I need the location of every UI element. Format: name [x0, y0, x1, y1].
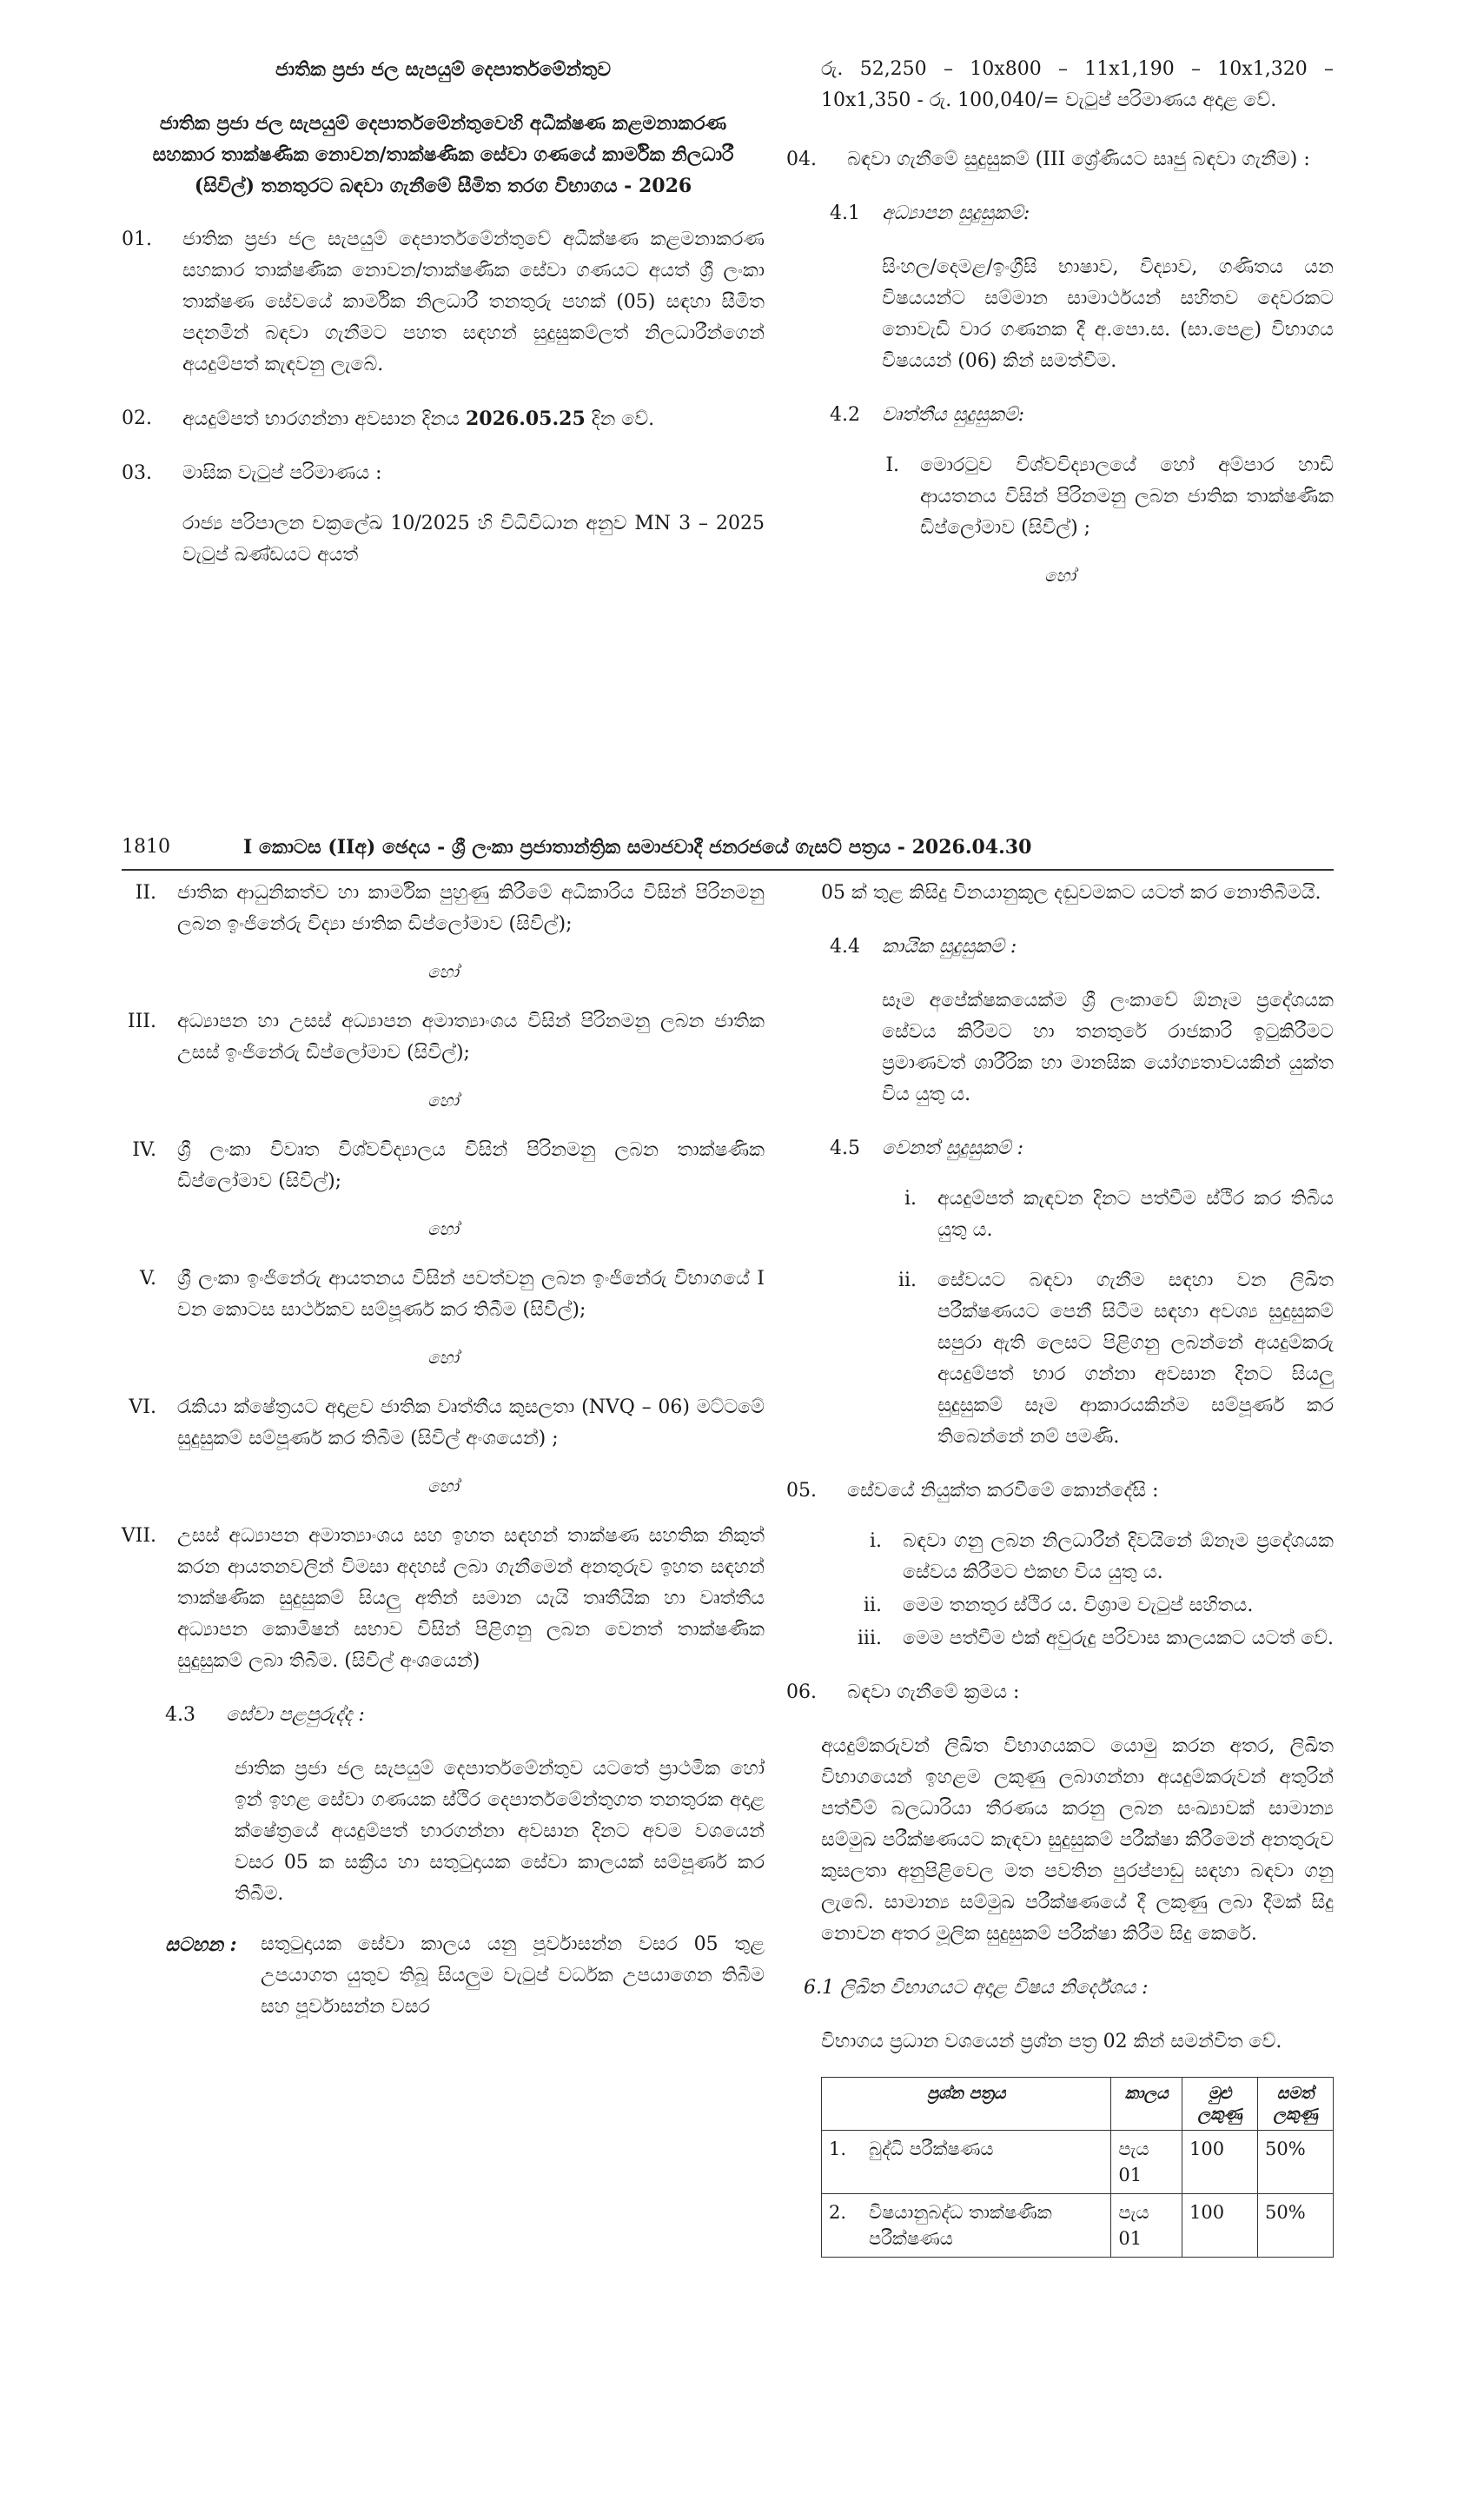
section-4-4: [830, 932, 1334, 963]
section-text: [182, 403, 765, 435]
notice-subtitle: ජාතික ප්‍රජා ජල සැපයුම් දෙපාර්තමේන්තුවෙහි අධීක්ෂණ කළමනාකරණ සහකාර තාක්ෂණික නොවන/තාක්ෂණික සේවා ගණයේ කාර්මික නිලධාරී (සිවිල්) තනතුරට බඳවා ගැනීමේ සීමිත තරග විභාගය - 2026: [152, 112, 734, 197]
or-separator: හෝ: [427, 1347, 459, 1368]
conditions-list: [830, 1526, 1334, 1655]
section-label: බඳවා ගැනීමේ සුදුසුකම් (III ශ්‍රේණියට සෘජු බඳවා ගැනීම) :: [847, 149, 1310, 170]
section-4-1: [830, 198, 1334, 229]
item-number: i.: [904, 1188, 917, 1210]
section-label: සේවයේ නියුක්ත කරවීමේ කොන්දේසි :: [847, 1480, 1159, 1502]
qualification-item: [104, 1521, 765, 1677]
section-number: 05.: [786, 1480, 817, 1502]
department-title: ජාතික ප්‍රජා ජල සැපයුම් දෙපාර්තමේන්තුව: [275, 58, 612, 81]
note: [165, 1929, 765, 2023]
salary-text: රාජ්‍ය පරිපාලන චක්‍රලේඛ 10/2025 හි විධිවිධාන අනුව MN 3 – 2025 වැටුප් ඛණ්ඩයට අයත්: [182, 513, 765, 566]
other-qualification-item: [864, 1184, 1334, 1246]
section-number: 06.: [786, 1681, 817, 1703]
paper-duration: පැය 01: [1111, 2194, 1182, 2258]
paper-duration: පැය 01: [1111, 2131, 1182, 2194]
section-label: වෘත්තීය සුදුසුකම්:: [882, 404, 1025, 426]
section-4-3: [165, 1700, 765, 1731]
section-number: 02.: [122, 408, 152, 429]
section-06: [786, 1677, 1334, 1708]
paper-name: බුද්ධි පරීක්ෂණය: [862, 2131, 1111, 2194]
section-label: අධ්‍යාපන සුදුසුකම්:: [882, 202, 1030, 224]
header-paper: ප්‍රශ්න පත්‍රය: [822, 2078, 1111, 2131]
qualification-text: රැකියා ක්ෂේත්‍රයට අදාළව ජාතික වෘත්තීය කුසලතා (NVQ – 06) මට්ටමේ සුදුසුකම් සම්පූර්ණ කර තිබීම (සිවිල් අංශයෙන්) ;: [177, 1396, 765, 1449]
qualification-text: අධ්‍යාපන හා උසස් අධ්‍යාපන අමාත්‍යාංශය විසින් පිරිනමනු ලබන ජාතික උසස් ඉංජිනේරු ඩිප්ලෝමාව (සිවිල්);: [177, 1011, 765, 1064]
experience-text: ජාතික ප්‍රජා ජල සැපයුම් දෙපාර්තමේන්තුව යටතේ ප්‍රාථමික හෝ ඉන් ඉහළ සේවා ගණයක ස්ථිර දෙපාර්තමේන්තුගත තනතුරක අදාළ ක්ෂේත්‍රයේ අයදුම්පත් භාරගන්නා අවසාන දිනට අවම වශයෙන් වසර 05 ක සක්‍රීය හා සතුටුදායක සේවා කාලයක් සම්පූර්ණ කර තිබීම.: [235, 1758, 765, 1905]
section-number: 4.1: [830, 202, 860, 224]
qualification-item: [104, 878, 765, 940]
qualification-item: [847, 450, 1334, 544]
bottom-right-column: [786, 878, 1334, 2258]
item-text: මෙම පත්වීම එක් අවුරුදු පරිවාස කාලයකට යටත් වේ.: [903, 1628, 1334, 1649]
section-04: [786, 144, 1334, 176]
item-number: i.: [869, 1530, 882, 1552]
condition-item: [830, 1590, 1334, 1621]
qualification-number: V.: [139, 1268, 156, 1290]
or-separator: හෝ: [427, 961, 459, 982]
section-text: [182, 458, 765, 571]
qualification-list: [122, 878, 765, 1677]
item-number: iii.: [857, 1628, 882, 1649]
section-05: [786, 1476, 1334, 1507]
or-separator: හෝ: [427, 1090, 459, 1111]
section-label: සේවා පළපුරුද්ද :: [226, 1704, 365, 1726]
qualification-text: උසස් අධ්‍යාපන අමාත්‍යාංශය සහ ඉහත සඳහන් තාක්ෂණ සහතික නිකුත් කරන ආයතනවලින් විමසා අදහස් ලබා ගැනීමෙන් අනතුරුව ඉහත සඳහන් තාක්ෂණික සුදුසුකම් සියලු අතින් සමාන යැයි තෘතීයික හා වෘත්තීය අධ්‍යාපන කොමිෂන් සභාව විසින් පිළිගනු ලබන වෙනත් තාක්ෂණික සුදුසුකම් ලබා තිබීම. (සිවිල් අංශයෙන්): [177, 1525, 765, 1672]
paper-total-marks: 100: [1182, 2131, 1258, 2194]
section-4-2: [830, 400, 1334, 431]
qualification-number: IV.: [132, 1139, 156, 1161]
bottom-left-column: [122, 878, 765, 2023]
paper-pass-marks: 50%: [1258, 2194, 1334, 2258]
qualification-number: III.: [127, 1011, 156, 1032]
section-number: 4.5: [830, 1137, 860, 1159]
gazette-header-text: I කොටස (IIඅ) ඡෙදය - ශ්‍රී ලංකා ප්‍රජාතාන්ත්‍රික සමාජවාදී ජනරජයේ ගැසට් පත්‍රය - 2026.04.30: [243, 836, 1032, 859]
qualification-number: I.: [885, 454, 899, 476]
education-text: සිංහල/දෙමළ/ඉංග්‍රීසි භාෂාව, විද්‍යාව, ගණිතය යන විෂයයන්ට සම්මාන සාමාර්ථයන් සහිතව දෙවරකට නොවැඩි වාර ගණනක දී අ.පො.ස. (සා.පෙළ) විභාගය විෂයයන් (06) කින් සමත්වීම.: [882, 256, 1334, 372]
note-continuation: 05 ක් තුළ කිසිදු විනයානුකූල දඬුවමකට යටත් කර නොතිබීමයි.: [821, 882, 1321, 904]
header-pass-marks: සමත් ලකුණු: [1258, 2078, 1334, 2131]
other-qualifications-list: [864, 1184, 1334, 1453]
item-text: සේවයට බඳවා ගැනීම සඳහා වන ලිඛිත පරීක්ෂණයට පෙනී සිටීම සඳහා අවශ්‍ය සුදුසුකම් සපුරා ඇති ලෙසට පිළිගනු ලබන්නේ අයදුම්කරු අයදුම්පත් භාර ගන්නා අවසාන දිනට සියලු සුදුසුකම් සෑම ආකාරයකින්ම සම්පූර්ණ කර තිබෙන්නේ නම් පමණි.: [937, 1270, 1334, 1448]
section-number: 03.: [122, 462, 152, 484]
or-separator: හෝ: [1044, 565, 1076, 586]
section-03: [122, 458, 765, 571]
section-label: කායික සුදුසුකම් :: [882, 936, 1017, 958]
section-4-5: [830, 1133, 1334, 1164]
qualification-item: [104, 1006, 765, 1069]
paper-name: විෂයානුබද්ධ තාක්ෂණික පරීක්ෂණය: [862, 2194, 1111, 2258]
qualification-item: [104, 1392, 765, 1455]
qualification-item: [104, 1263, 765, 1326]
exam-table-row: [822, 2131, 1334, 2194]
section-number: 04.: [786, 149, 817, 170]
qualification-text: ශ්‍රී ලංකා විවෘත විශ්වවිද්‍යාලය විසින් පිරිනමනු ලබන තාක්ෂණික ඩිප්ලෝමාව (සිවිල්);: [177, 1139, 765, 1192]
paper-number: 2.: [822, 2194, 863, 2258]
section-label: බඳවා ගැනීමේ ක්‍රමය :: [847, 1681, 1020, 1703]
note-label: සටහන :: [165, 1933, 237, 1956]
paper-total-marks: 100: [1182, 2194, 1258, 2258]
qualification-text: ශ්‍රී ලංකා ඉංජිනේරු ආයතනය විසින් පවත්වනු ලබන ඉංජිනේරු විභාගයේ I වන කොටස සාර්ථකව සම්පූර්ණ කර තිබීම (සිවිල්);: [177, 1268, 765, 1321]
item-text: මෙම තනතුර ස්ථිර ය. විශ්‍රාම වැටුප් සහිතය.: [903, 1595, 1254, 1616]
exam-table-header-row: [822, 2078, 1334, 2131]
item-text: බඳවා ගනු ලබන නිලධාරීන් දිවයිනේ ඕනෑම ප්‍රදේශයක සේවය කිරීමට එකඟ විය යුතු ය.: [903, 1530, 1334, 1583]
condition-item: [830, 1623, 1334, 1655]
paper-number: 1.: [822, 2131, 863, 2194]
exam-table-row: [822, 2194, 1334, 2258]
paper-pass-marks: 50%: [1258, 2131, 1334, 2194]
closing-date: 2026.05.25: [465, 408, 586, 430]
qualification-number: VI.: [129, 1396, 156, 1418]
section-number: 4.3: [165, 1704, 195, 1726]
page-header: [122, 832, 1334, 862]
item-number: ii.: [897, 1270, 917, 1291]
item-number: ii.: [863, 1595, 882, 1616]
or-separator: හෝ: [427, 1218, 459, 1239]
section-number: 4.2: [830, 404, 860, 426]
section-label: මාසික වැටුප් පරිමාණය :: [182, 462, 382, 484]
page-number: 1810: [122, 836, 170, 858]
section-6-1-label: 6.1 ලිඛිත විභාගයට අදාළ විෂය නිර්දේශය :: [804, 1977, 1149, 1999]
section-02: [122, 403, 765, 435]
top-right-column: [786, 54, 1334, 591]
qualification-item: [104, 1135, 765, 1197]
or-separator: හෝ: [427, 1476, 459, 1496]
condition-item: [830, 1526, 1334, 1588]
item-text: අයදුම්පත් කැඳවන දිනට පත්වීම ස්ථිර කර තිබිය යුතු ය.: [937, 1188, 1334, 1241]
header-duration: කාලය: [1111, 2078, 1182, 2131]
header-divider: [122, 869, 1334, 871]
section-text: ජාතික ප්‍රජා ජල සැපයුම් දෙපාර්තමේන්තුවේ අධීක්ෂණ කළමනාකරණ සහකාර තාක්ෂණික නොවන/තාක්ෂණික සේවා ගණයට අයත් ශ්‍රී ලංකා තාක්ෂණ සේවයේ කාර්මික නිලධාරී තනතුරු පහක් (05) සඳහා සීමිත පදනමින් බඳවා ගැනීමට පහත සඳහන් සුදුසුකම්ලත් නිලධාරීන්ගෙන් අයදුම්පත් කැඳවනු ලැබේ.: [182, 229, 765, 375]
qualification-text: ජාතික ආධුනිකත්ව හා කාර්මික පුහුණු කිරීමේ අධිකාරිය විසින් පිරිනමනු ලබන ඉංජිනේරු විද්‍යා ජාතික ඩිප්ලෝමාව (සිවිල්);: [177, 882, 765, 935]
physical-text: සෑම අපේක්ෂකයෙක්ම ශ්‍රී ලංකාවේ ඕනෑම ප්‍රදේශයක සේවය කිරීමට හා තනතුරේ රාජකාරි ඉටුකිරීමට ප්‍රමාණවත් ශාරීරික හා මානසික යෝග්‍යතාවයකින් යුක්ත විය යුතු ය.: [882, 990, 1334, 1105]
qualification-text: මොරටුව විශ්වවිද්‍යාලයේ හෝ අම්පාර හාඩි ආයතනය විසින් පිරිනමනු ලබන ජාතික තාක්ෂණික ඩිප්ලෝමාව (සිවිල්) ;: [920, 454, 1334, 539]
section-label: වෙනත් සුදුසුකම් :: [882, 1137, 1024, 1159]
other-qualification-item: [864, 1265, 1334, 1453]
salary-scale: රු. 52,250 – 10x800 – 11x1,190 – 10x1,320 – 10x1,350 - රු. 100,040/= වැටුප් පරිමාණය අදාළ වේ.: [821, 58, 1334, 111]
exam-table-body: [822, 2131, 1334, 2258]
section-number: 01.: [122, 229, 152, 250]
section-number: 4.4: [830, 936, 860, 958]
qualification-number: VII.: [121, 1525, 156, 1547]
top-left-column: [122, 54, 765, 571]
section-6-1-text: විභාගය ප්‍රධාන වශයෙන් ප්‍රශ්න පත්‍ර 02 කින් සමන්විත වේ.: [821, 2031, 1282, 2052]
exam-table: [821, 2077, 1334, 2258]
closing-date-suffix: දින වේ.: [585, 408, 655, 430]
header-total-marks: මුළු ලකුණු: [1182, 2078, 1258, 2131]
section-01: [122, 224, 765, 381]
closing-date-prefix: අයදුම්පත් භාරගන්නා අවසාන දිනය: [182, 408, 466, 430]
qualification-number: II.: [135, 882, 156, 904]
recruitment-method-text: අයදුම්කරුවන් ලිඛිත විභාගයකට යොමු කරන අතර, ලිඛිත විභාගයෙන් ඉහළම ලකුණු ලබාගන්නා අයදුම්කරුවන් අතුරින් පත්වීම් බලධාරියා තීරණය කරනු ලබන සංඛ්‍යාවක් සාමාන්‍ය සම්මුඛ පරීක්ෂණයට කැඳවා සුදුසුකම් පරීක්ෂා කිරීමෙන් අනතුරුව කුසලතා අනුපිළිවෙල මත පවතින පුරප්පාඩු සඳහා බඳවා ගනු ලැබේ. සාමාන්‍ය සම්මුඛ පරීක්ෂණයේ දී ලකුණු ලබා දීමක් සිදු නොවන අතර මූලික සුදුසුකම් පරීක්ෂා කිරීම සිදු කෙරේ.: [821, 1735, 1334, 1945]
note-text: සතුටුදායක සේවා කාලය යනු පූර්වාසන්න වසර 05 තුළ උපයාගත යුතුව තිබූ සියලුම වැටුප් වර්ධක උපයාගෙන තිබීම සහ පූර්වාසන්න වසර: [261, 1933, 765, 2018]
